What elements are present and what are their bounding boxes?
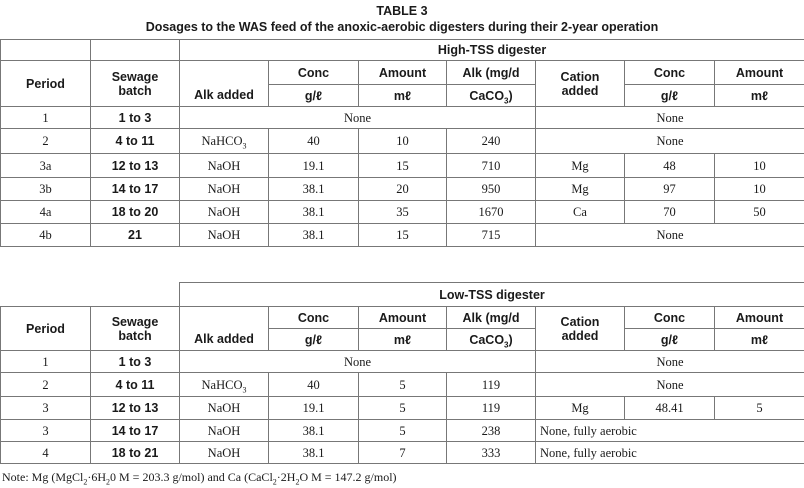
header-conc-unit: g/ℓ bbox=[269, 85, 359, 107]
table-row bbox=[1, 154, 804, 178]
cell-alk-mgd: 119 bbox=[447, 397, 536, 420]
cell-period: 2 bbox=[1, 373, 91, 397]
header-conc: Conc bbox=[269, 61, 359, 85]
cell-cation-none: None bbox=[536, 351, 804, 373]
cell-alk: NaOH bbox=[180, 397, 269, 420]
high-tss-table bbox=[0, 39, 804, 247]
header-sewage-batch: Sewage batch bbox=[91, 307, 180, 351]
table-row bbox=[1, 420, 804, 442]
header-period: Period bbox=[1, 61, 91, 107]
cell-alk-mgd: 238 bbox=[447, 420, 536, 442]
cell-cation-amount: 50 bbox=[715, 201, 804, 224]
header-conc: Conc bbox=[269, 307, 359, 329]
header-cation-amount-unit: mℓ bbox=[715, 329, 804, 351]
cell-alk-mgd: 119 bbox=[447, 373, 536, 397]
header-period: Period bbox=[1, 307, 91, 351]
cell-alk-none: None bbox=[180, 351, 536, 373]
cell-batch: 4 to 11 bbox=[91, 129, 180, 154]
cell-period: 1 bbox=[1, 351, 91, 373]
cell-amount: 5 bbox=[359, 373, 447, 397]
cell-amount: 5 bbox=[359, 397, 447, 420]
high-tss-title: High-TSS digester bbox=[180, 40, 804, 61]
cell-conc: 38.1 bbox=[269, 442, 359, 464]
cell-amount: 15 bbox=[359, 154, 447, 178]
header-alk-added: Alk added bbox=[180, 61, 269, 107]
cell-amount: 15 bbox=[359, 224, 447, 247]
cell-cation-none: None bbox=[536, 107, 804, 129]
cell-alk: NaOH bbox=[180, 201, 269, 224]
table-row bbox=[1, 201, 804, 224]
cell-period: 1 bbox=[1, 107, 91, 129]
cell-alk: NaOH bbox=[180, 420, 269, 442]
cell-conc: 38.1 bbox=[269, 178, 359, 201]
cell-conc: 38.1 bbox=[269, 201, 359, 224]
cell-batch: 21 bbox=[91, 224, 180, 247]
cell-period: 4a bbox=[1, 201, 91, 224]
cell-batch: 18 to 21 bbox=[91, 442, 180, 464]
header-cation-amount-unit: mℓ bbox=[715, 85, 804, 107]
header-alk-added: Alk added bbox=[180, 307, 269, 351]
table-row bbox=[1, 442, 804, 464]
cell-cation-conc: 48 bbox=[625, 154, 715, 178]
header-amount: Amount bbox=[359, 307, 447, 329]
table-caption bbox=[0, 3, 804, 35]
cell-cation-amount: 10 bbox=[715, 154, 804, 178]
cell-period: 3a bbox=[1, 154, 91, 178]
table-row bbox=[1, 224, 804, 247]
table-row bbox=[1, 373, 804, 397]
blank-cell bbox=[1, 40, 91, 61]
header-cation-amount: Amount bbox=[715, 61, 804, 85]
cell-alk-mgd: 1670 bbox=[447, 201, 536, 224]
header-caco3: CaCO$_3$) bbox=[447, 85, 536, 107]
cell-alk-mgd: 240 bbox=[447, 129, 536, 154]
cell-conc: 19.1 bbox=[269, 397, 359, 420]
cell-conc: 38.1 bbox=[269, 224, 359, 247]
cell-alk: NaOH bbox=[180, 154, 269, 178]
low-tss-title: Low-TSS digester bbox=[180, 283, 804, 307]
header-alk-mgd: Alk (mg/d bbox=[447, 307, 536, 329]
cell-cation: Mg bbox=[536, 154, 625, 178]
cell-alk: NaHCO$_3$ bbox=[180, 373, 269, 397]
cell-alk-mgd: 950 bbox=[447, 178, 536, 201]
cell-cation-conc: 48.41 bbox=[625, 397, 715, 420]
cell-period: 3b bbox=[1, 178, 91, 201]
cell-batch: 12 to 13 bbox=[91, 154, 180, 178]
cell-amount: 20 bbox=[359, 178, 447, 201]
cell-cation-conc: 97 bbox=[625, 178, 715, 201]
table-row bbox=[1, 129, 804, 154]
cell-cation-none: None bbox=[536, 129, 804, 154]
cell-conc: 19.1 bbox=[269, 154, 359, 178]
table-label: TABLE 3 bbox=[376, 4, 428, 18]
header-caco3: CaCO$_3$) bbox=[447, 329, 536, 351]
cell-batch: 12 to 13 bbox=[91, 397, 180, 420]
header-cation-amount: Amount bbox=[715, 307, 804, 329]
table-row bbox=[1, 397, 804, 420]
cell-alk-mgd: 710 bbox=[447, 154, 536, 178]
cell-amount: 10 bbox=[359, 129, 447, 154]
cell-conc: 40 bbox=[269, 129, 359, 154]
table-row bbox=[1, 107, 804, 129]
cell-batch: 1 to 3 bbox=[91, 351, 180, 373]
header-cation-added: Cation added bbox=[536, 307, 625, 351]
blank-cell bbox=[1, 283, 180, 307]
cell-cation-amount: 5 bbox=[715, 397, 804, 420]
cell-period: 3 bbox=[1, 397, 91, 420]
blank-cell bbox=[91, 40, 180, 61]
cell-period: 4 bbox=[1, 442, 91, 464]
header-conc-unit: g/ℓ bbox=[269, 329, 359, 351]
cell-cation: Mg bbox=[536, 178, 625, 201]
cell-alk: NaHCO$_3$ bbox=[180, 129, 269, 154]
cell-cation-none: None bbox=[536, 373, 804, 397]
cell-amount: 35 bbox=[359, 201, 447, 224]
header-cation-conc-unit: g/ℓ bbox=[625, 329, 715, 351]
cell-cation-none: None bbox=[536, 224, 804, 247]
header-alk-mgd: Alk (mg/d bbox=[447, 61, 536, 85]
cell-batch: 1 to 3 bbox=[91, 107, 180, 129]
header-cation-added: Cation added bbox=[536, 61, 625, 107]
cell-cation: Mg bbox=[536, 397, 625, 420]
header-cation-conc-unit: g/ℓ bbox=[625, 85, 715, 107]
cell-conc: 40 bbox=[269, 373, 359, 397]
cell-amount: 7 bbox=[359, 442, 447, 464]
cell-cation-text: None, fully aerobic bbox=[536, 442, 804, 464]
header-amount-unit: mℓ bbox=[359, 85, 447, 107]
cell-alk: NaOH bbox=[180, 178, 269, 201]
cell-alk-mgd: 333 bbox=[447, 442, 536, 464]
table-row bbox=[1, 351, 804, 373]
cell-alk: NaOH bbox=[180, 224, 269, 247]
cell-cation: Ca bbox=[536, 201, 625, 224]
table-note: Note: Mg ($MgCl_2\cdot 6H_20$ M = 203.3 g/mol) and Ca ($CaCl_2\cdot 2H_2O$ M = 147.2 g/mol) bbox=[2, 470, 397, 487]
cell-alk: NaOH bbox=[180, 442, 269, 464]
cell-conc: 38.1 bbox=[269, 420, 359, 442]
table-row bbox=[1, 178, 804, 201]
header-amount-unit: mℓ bbox=[359, 329, 447, 351]
header-sewage-batch: Sewage batch bbox=[91, 61, 180, 107]
cell-cation-amount: 10 bbox=[715, 178, 804, 201]
header-cation-conc: Conc bbox=[625, 307, 715, 329]
cell-cation-text: None, fully aerobic bbox=[536, 420, 804, 442]
cell-batch: 14 to 17 bbox=[91, 420, 180, 442]
cell-batch: 18 to 20 bbox=[91, 201, 180, 224]
header-cation-conc: Conc bbox=[625, 61, 715, 85]
cell-period: 2 bbox=[1, 129, 91, 154]
low-tss-table bbox=[0, 282, 804, 464]
header-amount: Amount bbox=[359, 61, 447, 85]
table-title: Dosages to the WAS feed of the anoxic-aerobic digesters during their 2-year operation bbox=[145, 20, 659, 34]
cell-alk-none: None bbox=[180, 107, 536, 129]
cell-period: 4b bbox=[1, 224, 91, 247]
cell-period: 3 bbox=[1, 420, 91, 442]
cell-batch: 14 to 17 bbox=[91, 178, 180, 201]
cell-cation-conc: 70 bbox=[625, 201, 715, 224]
cell-batch: 4 to 11 bbox=[91, 373, 180, 397]
cell-amount: 5 bbox=[359, 420, 447, 442]
cell-alk-mgd: 715 bbox=[447, 224, 536, 247]
